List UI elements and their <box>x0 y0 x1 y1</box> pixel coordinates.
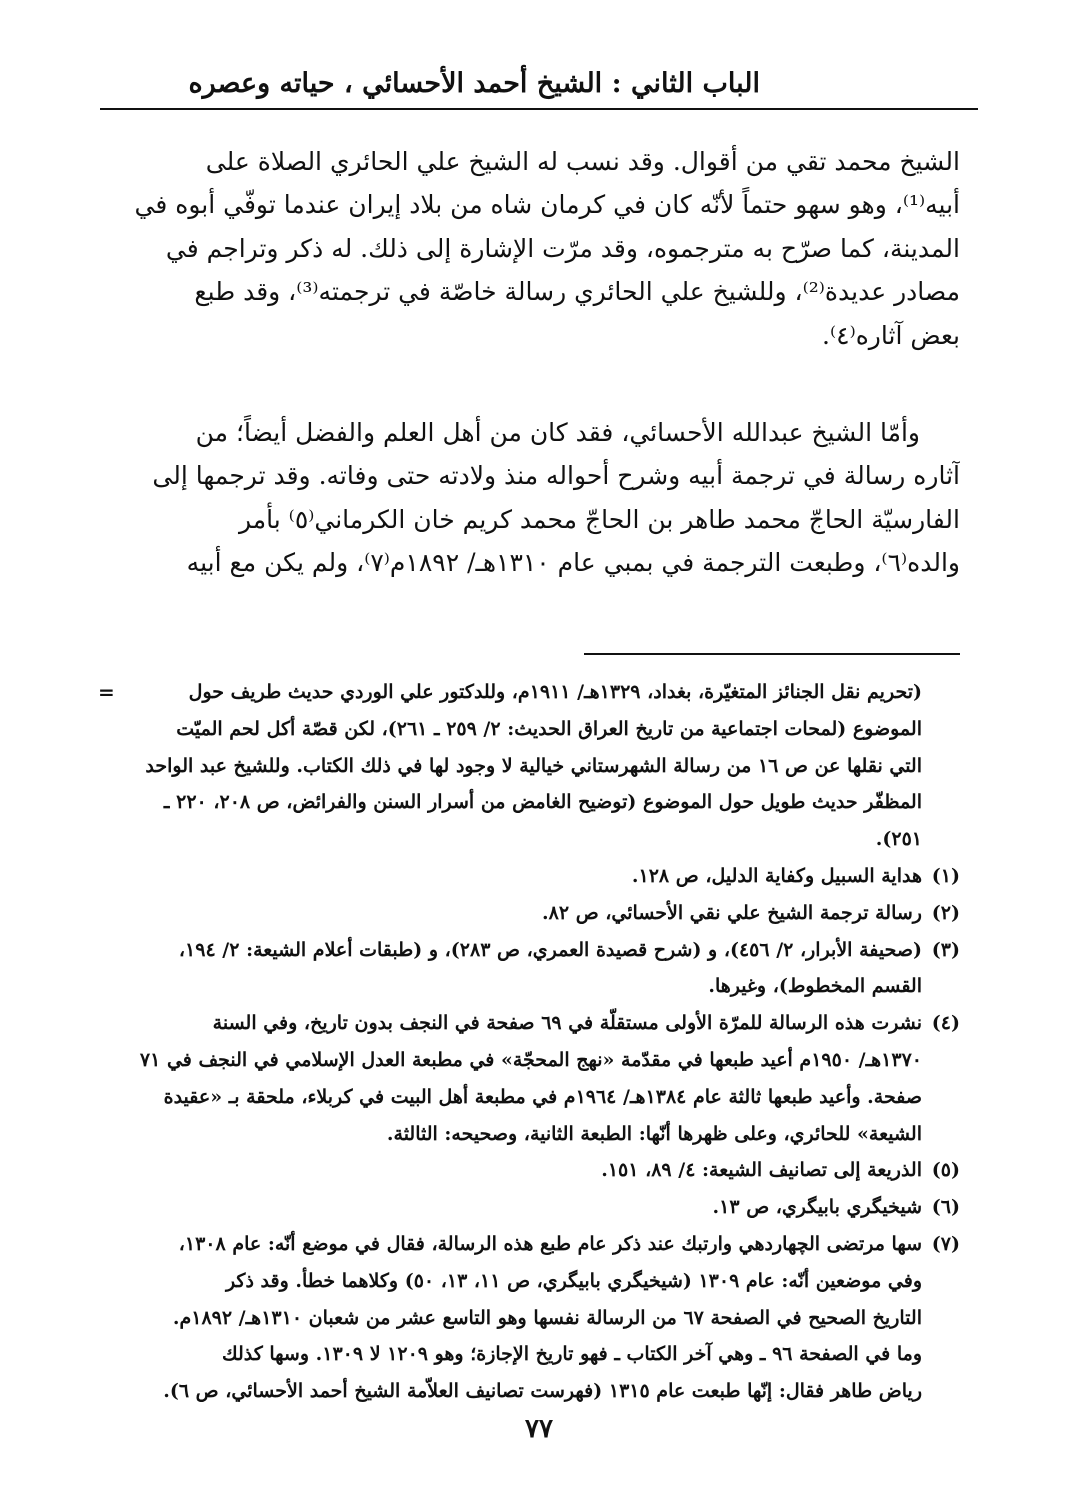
footnote-2 <box>100 895 960 932</box>
text-line: وأمّا الشيخ عبدالله الأحسائي، فقد كان من أهل العلم والفضل أيضاً؛ من <box>195 418 920 448</box>
page-number: ٧٧ <box>525 1414 553 1444</box>
paragraph-2 <box>100 411 960 585</box>
text-line: الفارسيّة الحاجّ محمد طاهر بن الحاجّ محمد كريم خان الكرماني⁽٥⁾ بأمر <box>238 504 960 534</box>
footnote-number: (٢) <box>931 901 960 924</box>
footnote-3 <box>100 932 960 1006</box>
footnote-number: (٦) <box>931 1196 960 1219</box>
footnote-line: سها مرتضى الچهاردهي وارتبك عند ذكر عام طبع هذه الرسالة، فقال في موضع أنّه: عام ١٣٠٨، <box>178 1232 922 1255</box>
footnote-line: (صحيفة الأبرار، ٢/ ٤٥٦)، و (شرح قصيدة العمري، ص ٢٨٣)، و (طبقات أعلام الشيعة: ٢/ ١٩٤، <box>178 938 922 961</box>
footnote-line: هداية السبيل وكفاية الدليل، ص ١٢٨. <box>631 864 922 887</box>
footnote-line: وما في الصفحة ٩٦ ـ وهي آخر الكتاب ـ فهو تاريخ الإجازة؛ وهو ١٢٠٩ لا ١٣٠٩. وسها كذلك <box>221 1343 922 1366</box>
footnote-rule <box>584 653 960 655</box>
footnote-line: نشرت هذه الرسالة للمرّة الأولى مستقلّة في ٦٩ صفحة في النجف بدون تاريخ، وفي السنة <box>212 1012 922 1035</box>
paragraph-1 <box>100 140 960 357</box>
footnote-line: صفحة. وأعيد طبعها ثالثة عام ١٣٨٤هـ/ ١٩٦٤م في مطبعة أهل البيت في كربلاء، ملحقة بـ «عقيدة <box>163 1085 922 1108</box>
footnote-continuation <box>100 674 960 858</box>
footnote-5 <box>100 1152 960 1189</box>
text-line: المدينة، كما صرّح به مترجموه، وقد مرّت الإشارة إلى ذلك. له ذكر وتراجم في <box>165 233 960 263</box>
footnote-line: التي نقلها عن ص ١٦ من رسالة الشهرستاني خيالية لا وجود لها في ذلك الكتاب. وللشيخ عبد الواحد <box>145 754 922 777</box>
footnote-line: شيخيگري بابيگري، ص ١٣. <box>712 1196 922 1219</box>
footnote-line: رياض طاهر فقال: إنّها طبعت عام ١٣١٥ (فهرست تصانيف العلاّمة الشيخ أحمد الأحسائي، ص ٦). <box>163 1380 922 1403</box>
footnotes <box>100 674 960 1410</box>
running-head: الباب الثاني : الشيخ أحمد الأحسائي ، حياته وعصره <box>188 68 760 99</box>
text-line: مصادر عديدة⁽²⁾، وللشيخ علي الحائري رسالة خاصّة في ترجمته⁽³⁾، وقد طبع <box>194 277 960 307</box>
footnote-line: الشيعة» للحائري، وعلى ظهرها أنّها: الطبعة الثانية، وصحيحه: الثالثة. <box>386 1122 922 1145</box>
footnote-4 <box>100 1005 960 1152</box>
footnote-number: (١) <box>931 864 960 887</box>
footnote-line: الذريعة إلى تصانيف الشيعة: ٤/ ٨٩، ١٥١. <box>601 1159 922 1182</box>
text-line: أبيه⁽¹⁾، وهو سهو حتماً لأنّه كان في كرمان شاه من بلاد إيران عندما توفّي أبوه في <box>134 190 960 220</box>
footnote-line: الموضوع (لمحات اجتماعية من تاريخ العراق الحديث: ٢/ ٢٥٩ ـ ٢٦١)، لكن قصّة أكل لحم الميّت <box>176 717 922 740</box>
header-rule <box>100 108 978 110</box>
footnote-line: ١٣٧٠هـ/ ١٩٥٠م أعيد طبعها في مقدّمة «نهج المحجّة» في مطبعة العدل الإسلامي في النجف في ٧١ <box>139 1048 922 1071</box>
footnote-6 <box>100 1189 960 1226</box>
text-line: آثاره رسالة في ترجمة أبيه وشرح أحواله منذ ولادته حتى وفاته. وقد ترجمها إلى <box>152 461 960 491</box>
footnote-line: ٢٥١). <box>875 828 922 851</box>
main-text <box>100 140 960 585</box>
continuation-mark: = <box>98 680 115 704</box>
footnote-line: وفي موضعين أنّه: عام ١٣٠٩ (شيخيگري بابيگري، ص ١١، ١٣، ٥٠) وكلاهما خطأ. وقد ذكر <box>225 1269 922 1292</box>
text-line: والده⁽٦⁾، وطبعت الترجمة في بمبي عام ١٣١٠هـ/ ١٨٩٢م⁽٧⁾، ولم يكن مع أبيه <box>186 548 960 578</box>
footnote-line: المظفّر حديث طويل حول الموضوع (توضيح الغامض من أسرار السنن والفرائض، ص ٢٠٨، ٢٢٠ ـ <box>163 791 922 814</box>
footnote-number: (٥) <box>931 1159 960 1182</box>
text-line: بعض آثاره⁽٤⁾. <box>822 320 960 350</box>
footnote-number: (٧) <box>931 1232 960 1255</box>
text-line: الشيخ محمد تقي من أقوال. وقد نسب له الشيخ علي الحائري الصلاة على <box>205 147 960 176</box>
footnote-line: القسم المخطوط)، وغيرها. <box>708 975 922 998</box>
footnote-line: التاريخ الصحيح في الصفحة ٦٧ من الرسالة نفسها وهو التاسع عشر من شعبان ١٣١٠هـ/ ١٨٩٢م. <box>172 1306 922 1329</box>
footnote-1 <box>100 858 960 895</box>
footnote-line: (تحريم نقل الجنائز المتغيّرة، بغداد، ١٣٢٩هـ/ ١٩١١م، وللدكتور علي الوردي حديث طريف حول <box>188 681 922 703</box>
footnote-line: رسالة ترجمة الشيخ علي نقي الأحسائي، ص ٨٢. <box>542 901 922 924</box>
footnote-number: (٣) <box>931 938 960 961</box>
footnote-7 <box>100 1226 960 1410</box>
footnote-number: (٤) <box>931 1012 960 1035</box>
